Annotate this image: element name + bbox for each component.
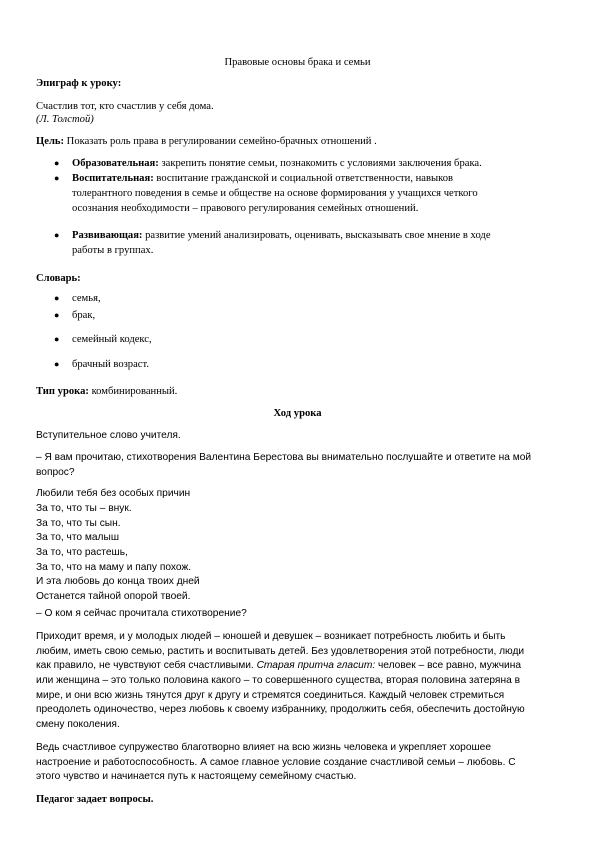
goal-developing-label: Развивающая: (72, 230, 143, 241)
lesson-type-value: комбинированный. (88, 386, 178, 397)
para1-line3-start: как правило, не чувствуют себя счастливыми. (36, 660, 254, 671)
poem-line: За то, что ты – внук. (36, 503, 132, 514)
para2-line: этого чувство и начинается путь к настоящему семейному счастью. (36, 771, 357, 782)
vocab-item: брак, (72, 310, 96, 321)
goal-developing-text: развитие умений анализировать, оценивать, высказывать свое мнение в ходе (142, 230, 491, 241)
bullet-icon: ● (54, 293, 60, 303)
goal-upbringing (72, 172, 453, 185)
para2-line: Ведь счастливое супружество благотворно влияет на всю жизнь человека и укрепляет хорошее (36, 742, 492, 753)
poem-line: И эта любовь до конца твоих дней (36, 576, 200, 587)
bullet-icon: ● (54, 230, 60, 240)
poem-line: За то, что растешь, (36, 547, 128, 558)
lesson-type-label: Тип урока: (36, 386, 89, 397)
epigraph-text: Счастлив тот, кто счастлив у себя дома. (36, 101, 214, 112)
goal-upbringing-label: Воспитательная: (72, 173, 154, 184)
bullet-icon: ● (54, 310, 60, 320)
vocab-item: семейный кодекс, (72, 334, 152, 345)
final-heading: Педагог задает вопросы. (36, 794, 154, 805)
poem-line: За то, что на маму и папу похож. (36, 562, 192, 573)
goal-upbringing-line2: толерантного поведения в семье и обществе на основе формирования у учащихся четкого (72, 188, 478, 199)
para1-line: мире, и они всю жизнь тянутся друг к другу и стремятся соединиться. Каждый человек стремиться (36, 690, 505, 701)
bullet-icon: ● (54, 158, 60, 168)
vocab-heading: Словарь: (36, 273, 81, 284)
poem-question: – О ком я сейчас прочитала стихотворение? (36, 608, 247, 619)
para1-line: преодолеть одиночество, через любовь к своему избраннику, продолжить себя, обеспечить достойную (36, 704, 525, 715)
epigraph-heading: Эпиграф к уроку: (36, 78, 122, 89)
poem-line: За то, что ты сын. (36, 518, 121, 529)
course-heading: Ход урока (273, 408, 322, 419)
intro-text: Вступительное слово учителя. (36, 430, 181, 441)
goal-line (36, 135, 377, 148)
bullet-icon: ● (54, 359, 60, 369)
goal-upbringing-line3: осознания необходимости – правового регулирования семейных отношений. (72, 203, 419, 214)
para1-line: смену поколения. (36, 719, 120, 730)
poem-line: Останется тайной опорой твоей. (36, 591, 191, 602)
goal-educational-text: закрепить понятие семьи, познакомить с условиями заключения брака. (158, 158, 482, 169)
goal-educational (72, 157, 482, 170)
goal-developing-line2: работы в группах. (72, 245, 154, 256)
para1-line: или женщина – это только половина какого – то совершенного существа, вторая половина затеряна в (36, 675, 520, 686)
vocab-item: семья, (72, 293, 101, 304)
goal-developing (72, 229, 491, 242)
para1-line3-tail: человек – все равно, мужчина (375, 660, 521, 671)
lesson-type (36, 385, 177, 398)
question-line-2: вопрос? (36, 467, 75, 478)
para1-line: любим, иметь свою семью, растить и воспитывать детей. Без удовлетворения этой потребности, люди (36, 646, 525, 657)
poem-line: Любили тебя без особых причин (36, 488, 191, 499)
goal-educational-label: Образовательная: (72, 158, 159, 169)
poem-line: За то, что малыш (36, 532, 119, 543)
goal-upbringing-text: воспитание гражданской и социальной ответственности, навыков (153, 173, 454, 184)
para1-italic: Старая притча гласит: (253, 660, 376, 671)
goal-text: Показать роль права в регулировании семейно-брачных отношений . (64, 136, 377, 147)
vocab-item: брачный возраст. (72, 359, 149, 370)
para2-line: настроение и работоспособность. А самое главное условие создание счастливой семьи – любовь. С (36, 757, 516, 768)
goal-label: Цель: (36, 136, 65, 147)
question-line-1: – Я вам прочитаю, стихотворения Валентина Берестова вы внимательно послушайте и ответите на мой (36, 452, 532, 463)
para1-line: Приходит время, и у молодых людей – юношей и девушек – возникает потребность любить и быть (36, 631, 506, 642)
bullet-icon: ● (54, 334, 60, 344)
document-title: Правовые основы брака и семьи (224, 57, 371, 68)
bullet-icon: ● (54, 173, 60, 183)
epigraph-author: (Л. Толстой) (36, 114, 94, 125)
para1-line (36, 659, 521, 672)
